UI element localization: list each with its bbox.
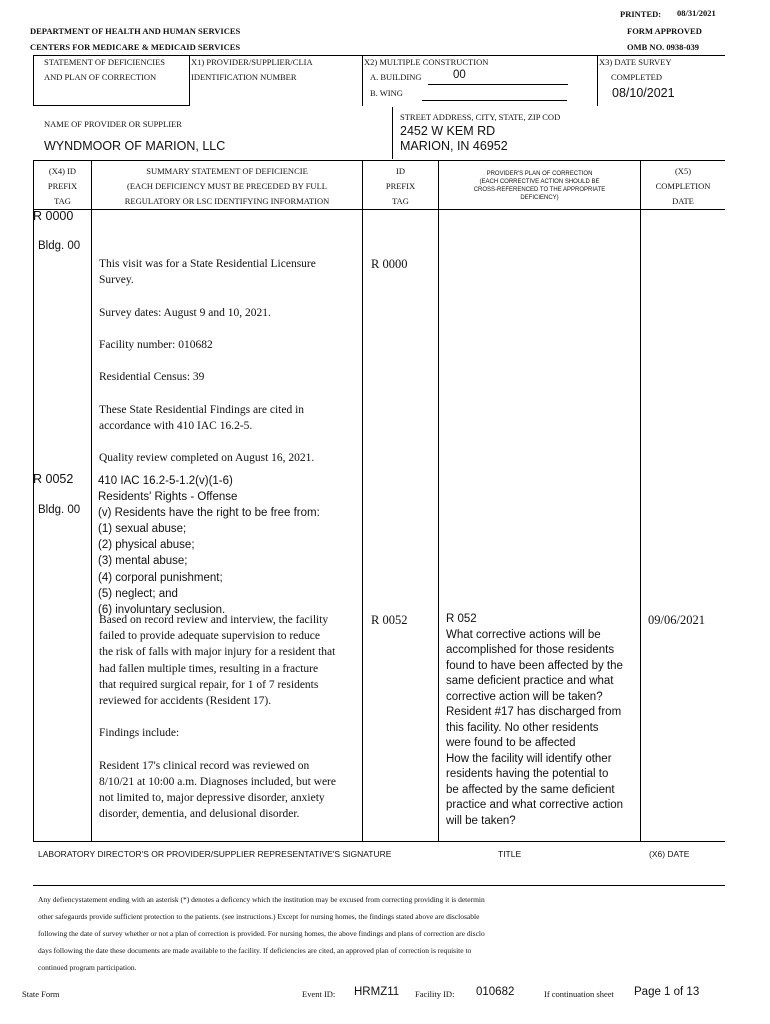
completed-label: COMPLETED (611, 72, 662, 82)
finding-text: Based on record review and interview, the facility failed to provide adequate supervision to reduce the risk of falls with major injury for a resident that had fallen multiple times, resulting in a fracture that required surgical repair, for 1 of 7 residents reviewed for accidents (Resident 17). Findings include: Resident 17's clinical record was reviewed on 8/10/21 at 10:00 a.m. Diagnoses included, but were not limited to, major depressive disorder, anxiety disorder, dementia, and delusional disorder. (99, 614, 336, 821)
statement-label-2: AND PLAN OF CORRECTION (44, 72, 157, 82)
address-city: MARION, IN 46952 (400, 139, 508, 153)
tag-r0000: R 0000 (33, 209, 74, 223)
facility-id-label: Facility ID: (415, 989, 455, 999)
centers-title: CENTERS FOR MEDICARE & MEDICAID SERVICES (30, 42, 241, 52)
summary-label-3: REGULATORY OR LSC IDENTIFYING INFORMATION (124, 196, 330, 206)
survey-completed-date: 08/10/2021 (612, 86, 675, 100)
provider-name-label: NAME OF PROVIDER OR SUPPLIER (44, 119, 182, 129)
state-form-label: State Form (22, 989, 60, 999)
building-tag-1: Bldg. 00 (38, 240, 81, 252)
wing-label: B. WING (370, 88, 403, 98)
id-r0000: R 0000 (371, 257, 408, 271)
survey-intro-text: This visit was for a State Residential Licensure Survey. Survey dates: August 9 and 10, 2021. Facility number: 010682 Residential Census: 39 These State Residential Findings are cited in accordance with 410 IAC 16.2-5. Quality review completed on August 16, 2021. (99, 258, 316, 465)
address-street: 2452 W KEM RD (400, 124, 496, 138)
facility-id-value: 010682 (476, 986, 515, 998)
signature-label: LABORATORY DIRECTOR'S OR PROVIDER/SUPPLIER REPRESENTATIVE'S SIGNATURE (38, 849, 392, 859)
date-survey-label: X3) DATE SURVEY (599, 57, 672, 67)
id-tag-label: TAG (392, 196, 409, 206)
tag-r0052: R 0052 (33, 472, 74, 486)
x4-id-label: (X4) ID (48, 166, 77, 176)
completion-label: COMPLETION (655, 181, 711, 191)
continuation-label: If continuation sheet (544, 989, 614, 999)
date-label: DATE (672, 196, 694, 206)
plan-label-4: DEFICIENCY) (520, 195, 559, 201)
id-prefix-label: PREFIX (385, 181, 416, 191)
provider-name: WYNDMOOR OF MARION, LLC (44, 139, 226, 153)
printed-date: 08/31/2021 (677, 8, 716, 18)
page-number: Page 1 of 13 (634, 986, 700, 998)
building-label: A. BUILDING (370, 72, 422, 82)
department-title: DEPARTMENT OF HEALTH AND HUMAN SERVICES (30, 26, 241, 36)
plan-label-1: PROVIDER'S PLAN OF CORRECTION (486, 171, 593, 177)
plan-of-correction-text: R 052 What corrective actions will be accomplished for those residents found to have been affected by the same deficient practice and what corrective action will be taken? Resident #17 has discharged from this facility. No other residents were found to be affected How the facility will identify other residents having the potential to be affected by the same deficient practice and what corrective action will be taken? (446, 613, 624, 827)
x4-tag-label: TAG (54, 196, 71, 206)
completion-date: 09/06/2021 (648, 613, 705, 627)
building-value: 00 (453, 69, 466, 81)
regulation-text: 410 IAC 16.2-5-1.2(v)(1-6) Residents' Rights - Offense (v) Residents have the right to be free from: (1) sexual abuse; (2) physical abuse; (3) mental abuse; (4) corporal punishment; (5) neglect; and (6) involuntary seclusion. (98, 475, 320, 616)
x6-date-label: (X6) DATE (649, 849, 690, 859)
x4-prefix-label: PREFIX (47, 181, 78, 191)
omb-number: OMB NO. 0938-039 (627, 42, 700, 52)
building-tag-2: Bldg. 00 (38, 504, 81, 516)
event-id-label: Event ID: (302, 989, 336, 999)
printed-label: PRINTED: (620, 9, 662, 19)
summary-label-2: (EACH DEFICIENCY MUST BE PRECEDED BY FULL (127, 181, 327, 191)
multiple-construction-label: X2) MULTIPLE CONSTRUCTION (364, 57, 489, 67)
provider-clia-label: X1) PROVIDER/SUPPLIER/CLIA (191, 57, 313, 67)
summary-label-1: SUMMARY STATEMENT OF DEFICIENCIE (146, 166, 308, 176)
statement-label-1: STATEMENT OF DEFICIENCIES (44, 57, 166, 67)
form-approved: FORM APPROVED (627, 26, 702, 36)
id-r0052: R 0052 (371, 613, 408, 627)
identification-number-label: IDENTIFICATION NUMBER (191, 72, 297, 82)
plan-label-3: CROSS-REFERENCED TO THE APPROPRIATE (473, 187, 606, 193)
id-label: ID (396, 166, 405, 176)
address-label: STREET ADDRESS, CITY, STATE, ZIP COD (400, 112, 561, 122)
x5-label: (X5) (674, 166, 692, 176)
disclaimer-text: Any defiencystatement ending with an asterisk (*) denotes a deficency which the institution may be excused from correcting providing it is determin other safegaurds provide sufficient protection to the patients. (see instructions.) Except for nursing homes, the findings stated above are disclosable following the date of survey whether or not a plan of correction is provided. For nursing homes, the above findings and plans of correction are disclo days following the date these documents are made available to the facility. If deficiencies are cited, an approved plan of correction is requisite to continued program participation. (38, 895, 485, 972)
plan-label-2: (EACH CORRECTIVE ACTION SHOULD BE (479, 179, 600, 185)
title-label: TITLE (498, 849, 522, 859)
event-id-value: HRMZ11 (354, 986, 400, 998)
